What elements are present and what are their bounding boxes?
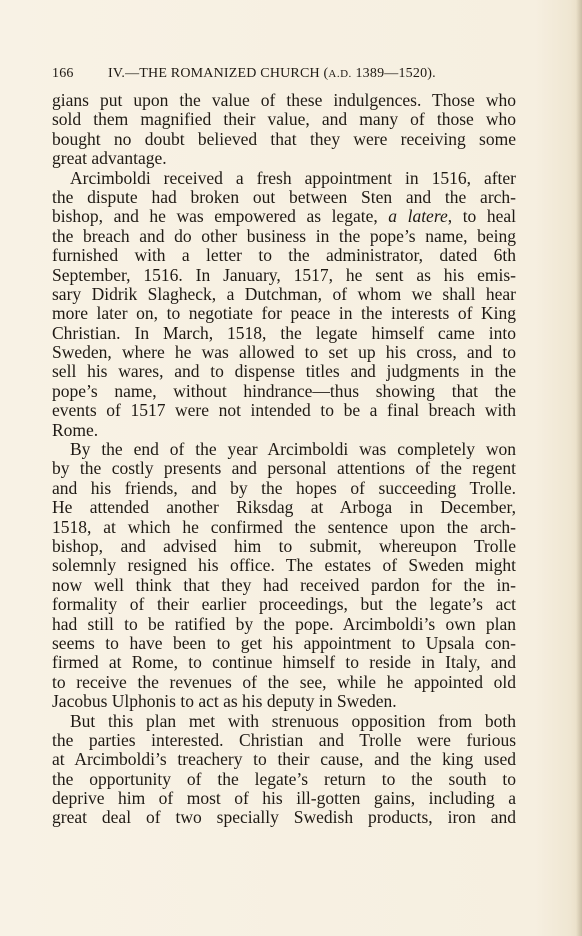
text-line: sell his wares, and to dispense titles and judgments in the [52, 361, 516, 382]
text-line: solemnly resigned his office. The estates of Sweden might [52, 555, 516, 576]
text-line: bishop, and advised him to submit, whereupon Trolle [52, 535, 516, 556]
text-line: at Arcimboldi’s treachery to their cause, and the king used [52, 749, 516, 770]
text-line: By the end of the year Arcimboldi was completely won [70, 439, 516, 460]
running-head-era: A.D. [328, 68, 352, 80]
text-line: bishop, and he was empowered as legate, a latere, to heal [52, 206, 517, 227]
text-line: had still to be ratified by the pope. Arcimboldi’s own plan [52, 613, 516, 634]
page-number: 166 [52, 66, 74, 81]
text-line: September, 1516. In January, 1517, he sent as his emis- [52, 264, 516, 285]
running-head-title: IV.—THE ROMANIZED CHURCH (A.D. 1389—1520). [108, 66, 436, 81]
text-line: great deal of two specially Swedish products, iron and [52, 807, 516, 828]
text-line: But this plan met with strenuous opposition from both [70, 710, 516, 731]
text-line: Rome. [52, 419, 99, 440]
text-line: the parties interested. Christian and Trolle were furious [52, 729, 516, 750]
text-line: Sweden, where he was allowed to set up his cross, and to [52, 342, 516, 363]
italic-phrase: a latere [388, 206, 448, 227]
text-line: the dispute had broken out between Sten and the arch- [52, 186, 516, 207]
text-line: gians put upon the value of these indulgences. Those who [52, 90, 516, 110]
text-line: by the costly presents and personal attentions of the regent [52, 458, 516, 479]
text-line: Arcimboldi received a fresh appointment in 1516, after [70, 167, 516, 188]
running-header [52, 66, 532, 82]
text-line: Jacobus Ulphonis to act as his deputy in Sweden. [52, 691, 397, 712]
text-line: more later on, to negotiate for peace in the interests of King [52, 303, 516, 324]
text-line: 1518, at which he confirmed the sentence upon the arch- [52, 516, 516, 537]
text-line: firmed at Rome, to continue himself to reside in Italy, and [52, 652, 516, 673]
text-line: deprive him of most of his ill-gotten gains, including a [52, 788, 516, 809]
text-line: sary Didrik Slagheck, a Dutchman, of whom we shall hear [52, 283, 516, 304]
text-line: sold them magnified their value, and many of those who [52, 109, 516, 130]
text-line: and his friends, and by the hopes of succeeding Trolle. [52, 477, 516, 498]
text-line: bought no doubt believed that they were receiving some [52, 128, 516, 149]
text-line: formality of their earlier proceedings, but the legate’s act [52, 594, 516, 615]
text-line: seems to have been to get his appointment to Upsala con- [52, 632, 516, 653]
text-line: to receive the revenues of the see, while he appointed old [52, 671, 516, 692]
text-line: the breach and do other business in the pope’s name, being [52, 225, 516, 246]
text-line: pope’s name, without hindrance—thus showing that the [52, 380, 516, 401]
text-line: the opportunity of the legate’s return to the south to [52, 768, 516, 789]
body-text [52, 91, 516, 828]
page-edge-shadow [576, 0, 582, 936]
text-line: He attended another Riksdag at Arboga in December, [52, 497, 516, 518]
text-line: now well think that they had received pardon for the in- [52, 574, 516, 595]
text-line: great advantage. [52, 148, 167, 169]
text-line: furnished with a letter to the administrator, dated 6th [52, 245, 516, 266]
text-line: events of 1517 were not intended to be a final breach with [52, 400, 516, 421]
text-line: Christian. In March, 1518, the legate himself came into [52, 322, 516, 343]
